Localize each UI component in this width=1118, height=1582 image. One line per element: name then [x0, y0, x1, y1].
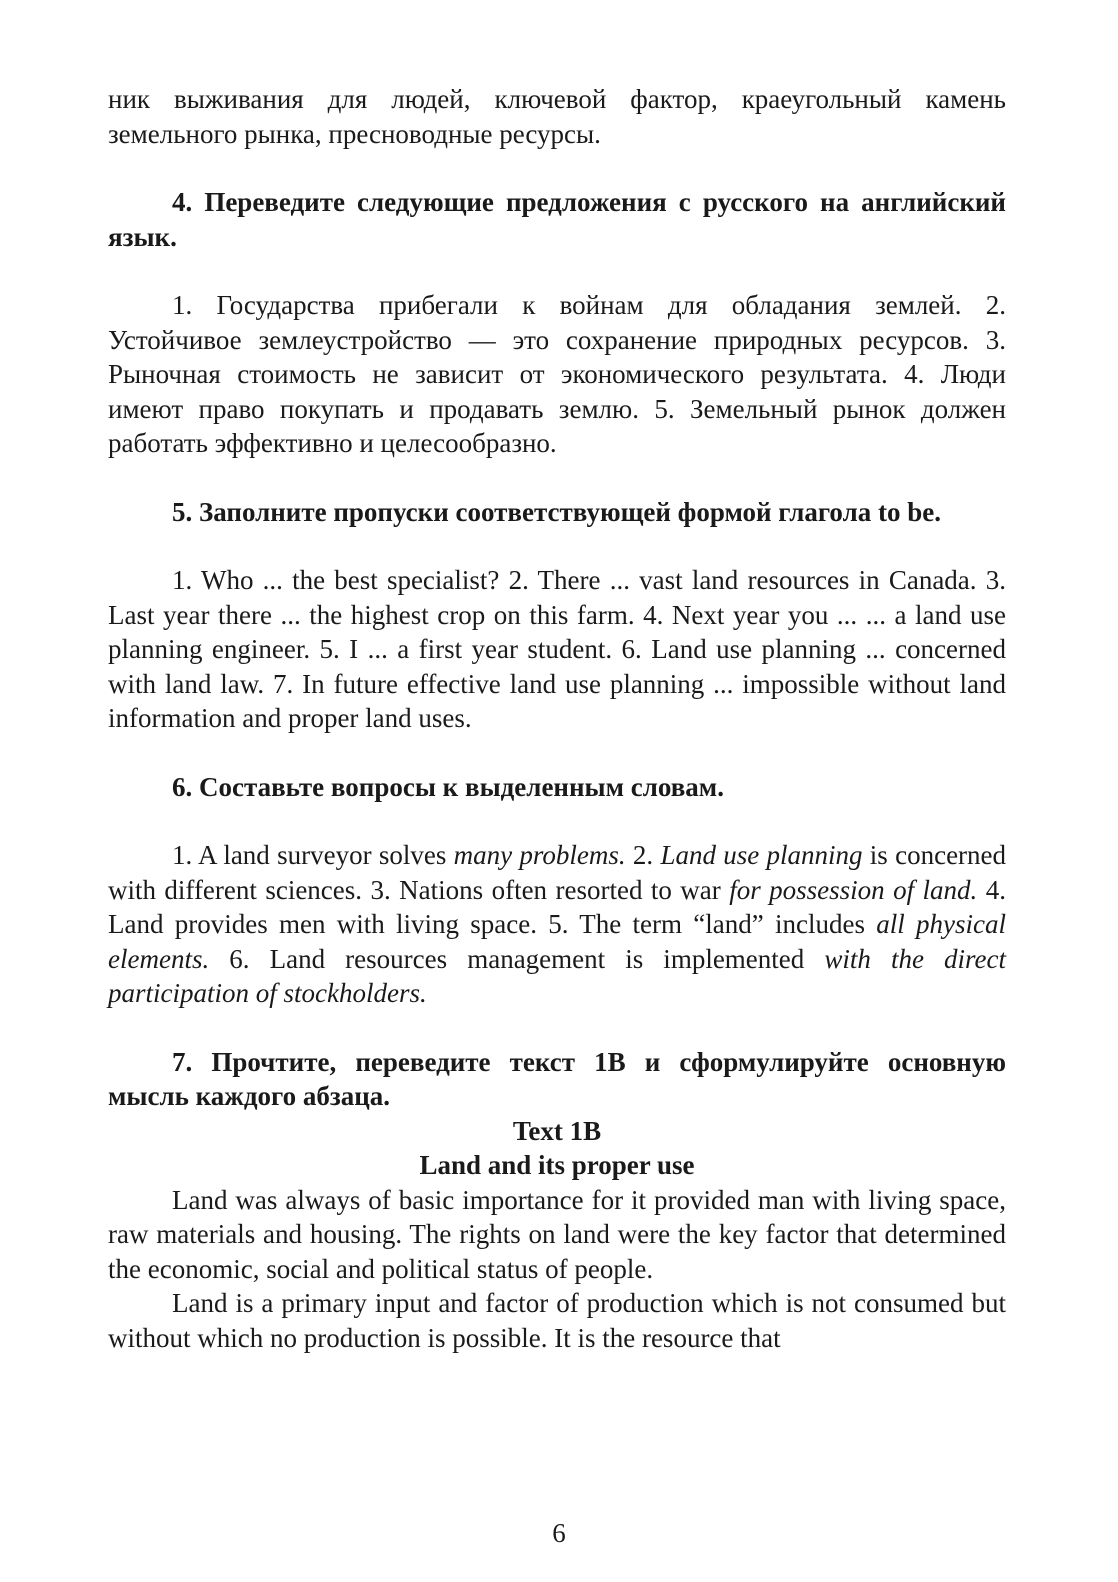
intro-paragraph: ник выживания для людей, ключевой фактор, краеугольный камень земельного рынка, пресноводные ресурсы.: [108, 84, 1006, 149]
task-6-heading: 6. Составьте вопросы к выделенным словам.: [172, 771, 724, 802]
task-6-text: 2.: [625, 840, 661, 870]
task-6-text: is concerned with different sciences. 3. Nations often resorted to war: [108, 840, 1007, 905]
page-content: [108, 82, 1006, 1355]
text-paragraph-2: Land is a primary input and factor of production which is not consumed but without which no production is possible. It is the resource that: [108, 1288, 1006, 1353]
text-heading: Text 1B: [512, 1115, 602, 1146]
task-6-text: 6. Land resources management is implemented: [209, 943, 825, 974]
text-paragraph-1: Land was always of basic importance for it provided man with living space, raw materials and housing. The rights on land were the key factor that determined the economic, social and political status of people.: [108, 1184, 1006, 1284]
task-4-heading: 4. Переведите следующие предложения с русского на английский язык.: [108, 187, 1006, 252]
highlighted-words: Land use planning: [660, 840, 863, 870]
highlighted-words: for possession of land.: [729, 874, 978, 905]
highlighted-words: with the direct participation of stockholders.: [108, 943, 1006, 1008]
task-6-text: 4. Land provides men with living space. 5. The term “land” includes: [108, 874, 1006, 939]
text-subheading: Land and its proper use: [419, 1150, 695, 1180]
task-7-heading: 7. Прочтите, переведите текст 1В и сформулируйте основную мысль каждого абзаца.: [108, 1046, 1006, 1111]
highlighted-words: all physical elements.: [108, 909, 1006, 974]
highlighted-words: many problems.: [453, 840, 626, 870]
task-4-body: 1. Государства прибегали к войнам для обладания землей. 2. Устойчивое землеустройство — это сохранение природных ресурсов. 3. Рыночная стоимость не зависит от экономического результата. 4. Люди имеют право покупать и продавать землю. 5. Земельный рынок должен работать эффективно и целесообразно.: [108, 290, 1006, 458]
task-5-heading: 5. Заполните пропуски соответствующей формой глагола to be.: [172, 496, 941, 527]
task-6-body: [108, 838, 1006, 1011]
task-5-body: 1. Who ... the best specialist? 2. There ... vast land resources in Canada. 3. Last year there ... the highest crop on this farm. 4. Next year you ... ... a land use planning engineer. 5. I ... a first year student. 6. Land use planning ... concerned with land law. 7. In future effective land use planning ... impossible without land information and proper land uses.: [108, 565, 1006, 733]
page-number: 6: [552, 1518, 566, 1548]
task-6-text: 1. A land surveyor solves: [172, 840, 454, 870]
